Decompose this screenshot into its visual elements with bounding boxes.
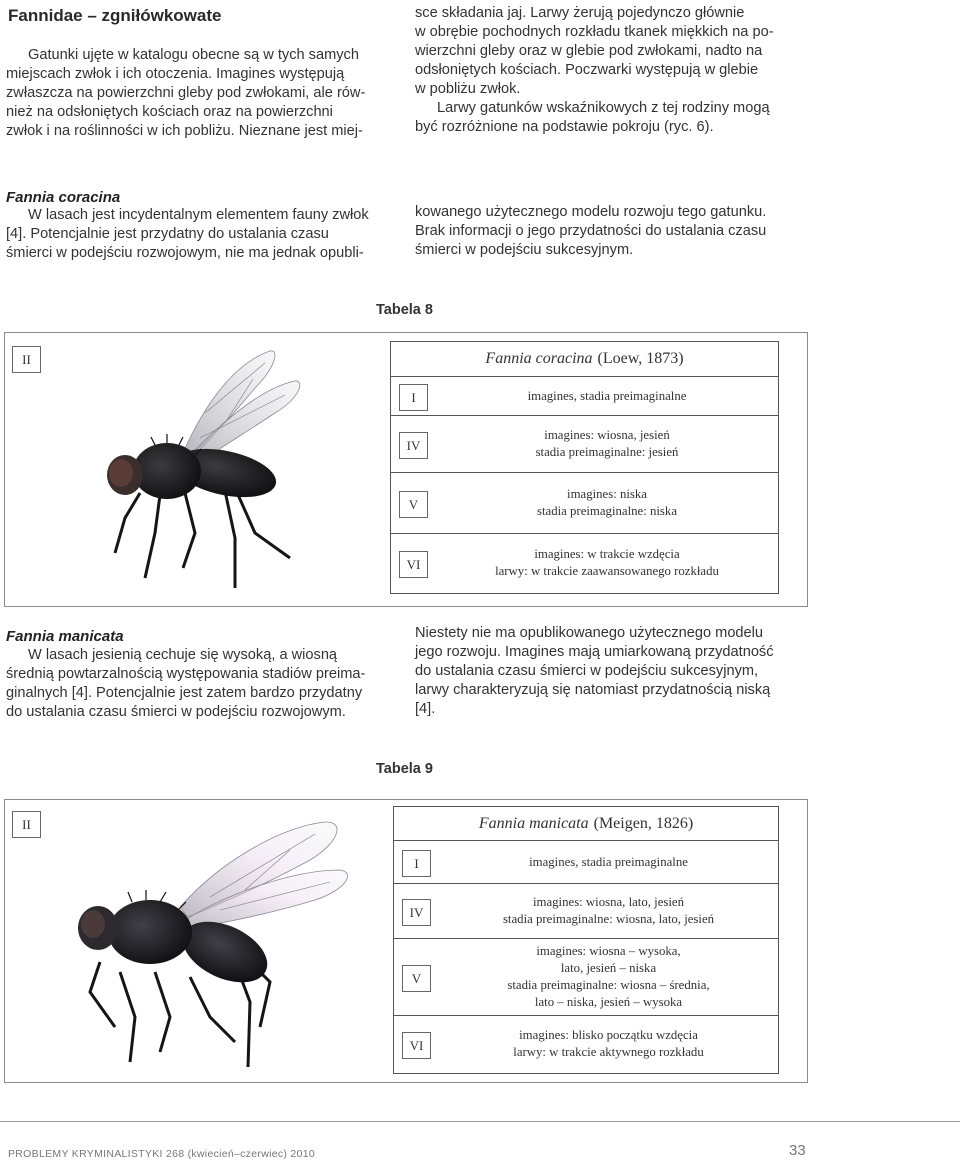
row-roman: IV (402, 899, 431, 926)
row-text: stadia preimaginalne: niska (536, 504, 677, 518)
text-line: Niestety nie ma opublikowanego użytecznego modelu (415, 625, 764, 641)
text-line: wierzchni gleby oraz w glebie pod zwłokami, nadto na (415, 43, 763, 59)
row-text: imagines: wiosna, jesień (544, 428, 670, 442)
row-text: imagines: niska (567, 487, 647, 501)
table-row (391, 534, 778, 592)
row-text: imagines, stadia preimaginalne (529, 854, 688, 869)
fly-image-manicata (60, 812, 360, 1077)
table-row (391, 473, 778, 534)
footer-rule (0, 1121, 960, 1122)
manicata-left-column (6, 646, 392, 722)
indicator-table-manicata (393, 806, 779, 1074)
species-name: Fannia manicata (478, 814, 589, 832)
row-text: imagines: w trakcie wzdęcia (534, 547, 680, 561)
row-text: imagines: wiosna – wysoka, (536, 944, 681, 958)
species-heading-manicata: Fannia manicata (6, 628, 124, 645)
text-line: śmierci w podejściu rozwojowym, nie ma jednak opubli- (6, 245, 364, 261)
row-text: stadia preimaginalne: wiosna – średnia, (507, 978, 710, 992)
plate-label: II (12, 346, 41, 373)
indicator-table-coracina (390, 341, 779, 594)
text-line: być rozróżnione na podstawie pokroju (ryc. 6). (415, 119, 714, 135)
text-line: odsłoniętych kościach. Poczwarki występują w glebie (415, 62, 759, 78)
row-text: stadia preimaginalne: wiosna, lato, jesień (502, 912, 715, 926)
text-line: miejscach zwłok i ich otoczenia. Imagines występują (6, 66, 345, 82)
coracina-left-column (6, 206, 392, 263)
table-row (394, 939, 778, 1016)
text-line: zwłaszcza na powierzchni gleby pod zwłokami, ale rów- (6, 85, 366, 101)
row-text: imagines: blisko początku wzdęcia (519, 1028, 698, 1042)
text-line: jego rozwoju. Imagines mają umiarkowaną przydatność (415, 644, 774, 660)
row-roman: V (402, 965, 431, 992)
journal-footer: PROBLEMY KRYMINALISTYKI 268 (kwiecień–czerwiec) 2010 (8, 1148, 315, 1160)
text-line: Gatunki ujęte w katalogu obecne są w tych samych (28, 47, 359, 63)
table-caption: Tabela 8 (376, 302, 433, 318)
table-row (391, 416, 778, 473)
manicata-right-column (415, 624, 807, 719)
row-text: larwy: w trakcie zaawansowanego rozkładu (495, 564, 719, 578)
species-plate-coracina (4, 332, 808, 607)
text-line: kowanego użytecznego modelu rozwoju tego gatunku. (415, 204, 767, 220)
row-roman: I (399, 384, 428, 411)
text-line: [4]. (415, 701, 436, 717)
species-name: Fannia coracina (485, 350, 593, 367)
plate-label: II (12, 811, 41, 838)
row-roman: V (399, 491, 428, 518)
table-row (394, 884, 778, 939)
text-line: w obrębie pochodnych rozkładu tkanek miękkich na po- (415, 24, 774, 40)
row-roman: IV (399, 432, 428, 459)
row-roman: VI (402, 1032, 431, 1059)
species-heading-coracina: Fannia coracina (6, 189, 121, 206)
table-caption: Tabela 9 (376, 761, 433, 777)
section-left-column (6, 46, 392, 141)
text-line: do ustalania czasu śmierci w podejściu sukcesyjnym, (415, 663, 759, 679)
species-author: (Meigen, 1826) (593, 814, 694, 832)
section-right-column (415, 4, 805, 137)
text-line: W lasach jest incydentalnym elementem fauny zwłok (28, 207, 369, 223)
text-line: nież na odsłoniętych kościach oraz na powierzchni (6, 104, 333, 120)
row-text: stadia preimaginalne: jesień (535, 445, 679, 459)
row-text: imagines, stadia preimaginalne (527, 388, 687, 403)
text-line: ginalnych [4]. Potencjalnie jest zatem bardzo przydatny (6, 685, 363, 701)
row-text: larwy: w trakcie aktywnego rozkładu (513, 1045, 704, 1059)
coracina-right-column (415, 203, 807, 260)
text-line: [4]. Potencjalnie jest przydatny do ustalania czasu (6, 226, 329, 242)
section-title: Fannidae – zgniłówkowate (8, 6, 222, 25)
row-roman: I (402, 850, 431, 877)
species-author: (Loew, 1873) (597, 350, 684, 367)
page-number: 33 (789, 1142, 806, 1159)
text-line: Larwy gatunków wskaźnikowych z tej rodziny mogą (437, 100, 770, 116)
text-line: W lasach jesienią cechuje się wysoką, a wiosną (28, 647, 338, 663)
text-line: zwłok i na roślinności w ich pobliżu. Nieznane jest miej- (6, 123, 363, 139)
row-text: imagines: wiosna, lato, jesień (532, 895, 685, 909)
text-line: larwy charakteryzują się natomiast przydatnością niską (415, 682, 771, 698)
fly-image-coracina (85, 343, 385, 603)
text-line: Brak informacji o jego przydatności do ustalania czasu (415, 223, 767, 239)
text-line: do ustalania czasu śmierci w podejściu rozwojowym. (6, 704, 346, 720)
text-line: śmierci w podejściu sukcesyjnym. (415, 242, 634, 258)
row-text: lato, jesień – niska (560, 961, 657, 975)
species-plate-manicata (4, 799, 808, 1083)
row-roman: VI (399, 551, 428, 578)
table-row (394, 841, 778, 884)
text-line: średnią powtarzalnością występowania stadiów preima- (6, 666, 366, 682)
table-row (394, 1016, 778, 1072)
table-species-header (394, 807, 778, 841)
table-species-header (391, 342, 778, 377)
text-line: sce składania jaj. Larwy żerują pojedynczo głównie (415, 5, 745, 21)
text-line: w pobliżu zwłok. (415, 81, 521, 97)
table-row (391, 377, 778, 416)
row-text: lato – niska, jesień – wysoka (534, 995, 683, 1009)
